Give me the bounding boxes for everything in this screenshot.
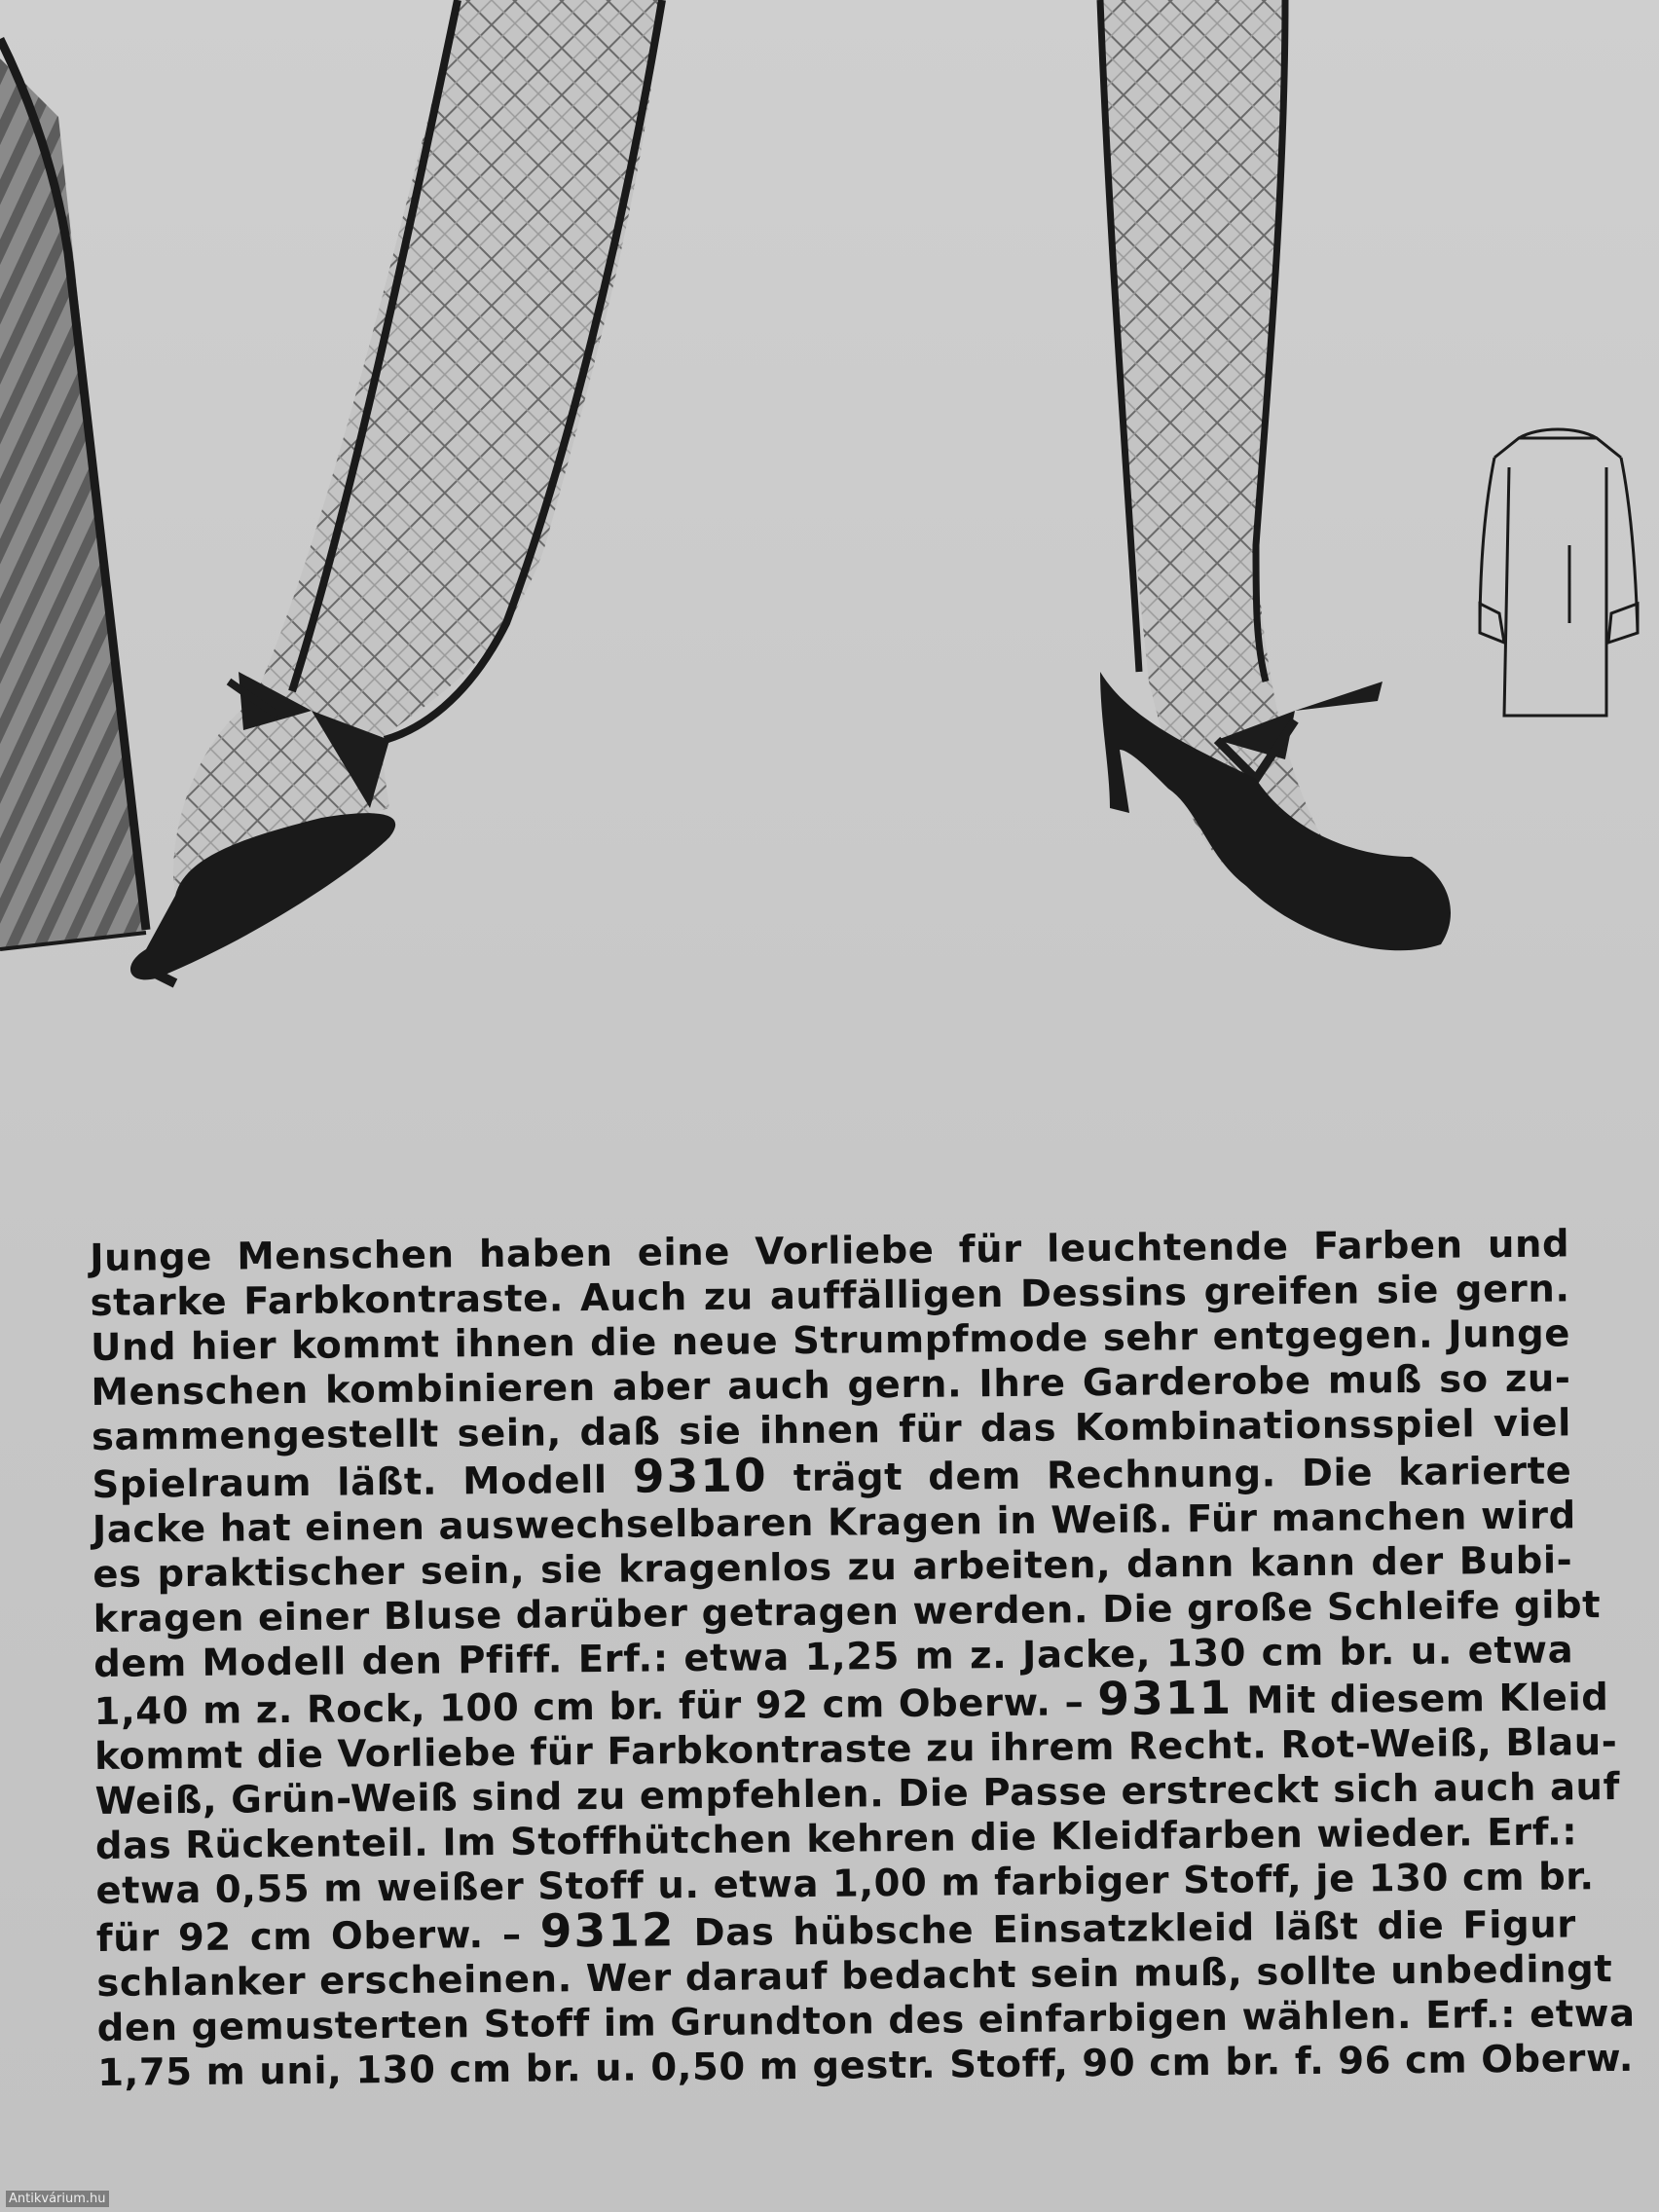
text-segment: schlanker erscheinen. Wer darauf bedacht sein muß, sollte unbedingt: [96, 1947, 1613, 2006]
text-segment: für 92 cm Oberw. –: [95, 1912, 541, 1961]
fashion-illustration: [0, 0, 1659, 1081]
text-segment: Und hier kommt ihnen die neue Strumpfmode sehr entgegen. Junge: [90, 1311, 1571, 1370]
text-segment: Spielraum läßt. Modell: [92, 1457, 634, 1507]
text-segment: kragen einer Bluse darüber getragen werden. Die große Schleife gibt: [92, 1583, 1602, 1641]
article-text: [90, 1222, 1636, 2096]
text-segment: das Rückenteil. Im Stoffhütchen kehren die Kleidfarben wieder. Erf.:: [94, 1810, 1578, 1868]
text-segment: 1,75 m uni, 130 cm br. u. 0,50 m gestr. Stoff, 90 cm br. f. 96 cm Oberw.: [97, 2036, 1635, 2095]
text-segment: den gemusterten Stoff im Grundton des einfarbigen wählen. Erf.: etwa: [96, 1991, 1636, 2050]
text-segment: Menschen kombinieren aber auch gern. Ihre Garderobe muß so zu-: [91, 1356, 1571, 1415]
text-segment: Das hübsche Einsatzkleid läßt die Figur: [675, 1902, 1577, 1956]
text-segment: 1,40 m z. Rock, 100 cm br. für 92 cm Oberw. –: [93, 1680, 1098, 1734]
coat-back-sketch: [1480, 429, 1638, 716]
text-segment: kommt die Vorliebe für Farbkontraste zu ihrem Recht. Rot-Weiß, Blau-: [93, 1719, 1618, 1779]
text-segment: dem Modell den Pfiff. Erf.: etwa 1,25 m z. Jacke, 130 cm br. u. etwa: [93, 1628, 1574, 1686]
skirt-edge: [0, 39, 146, 949]
text-segment: sammengestellt sein, daß sie ihnen für das Kombinationsspiel viel: [91, 1401, 1572, 1459]
left-leg: [130, 0, 662, 983]
text-segment: Jacke hat einen auswechselbaren Kragen in Weiß. Für manchen wird: [92, 1493, 1576, 1552]
text-segment: Weiß, Grün-Weiß sind zu empfehlen. Die Passe erstreckt sich auch auf: [94, 1764, 1621, 1824]
text-segment: etwa 0,55 m weißer Stoff u. etwa 1,00 m farbiger Stoff, je 130 cm br.: [95, 1855, 1595, 1913]
text-segment: trägt dem Rechnung. Die karierte: [767, 1449, 1572, 1501]
watermark: Antikvárium.hu: [6, 2191, 109, 2207]
model-number: 9310: [632, 1449, 768, 1504]
text-segment: es praktischer sein, sie kragenlos zu arbeiten, dann kann der Bubi-: [92, 1538, 1573, 1597]
right-leg: [1100, 0, 1451, 950]
text-segment: Junge Menschen haben eine Vorliebe für leuchtende Farben und: [90, 1222, 1570, 1280]
text-segment: Mit diesem Kleid: [1232, 1676, 1609, 1723]
model-number: 9312: [539, 1903, 676, 1959]
model-number: 9311: [1097, 1671, 1234, 1727]
text-segment: starke Farbkontraste. Auch zu auffälligen Dessins greifen sie gern.: [90, 1267, 1570, 1325]
